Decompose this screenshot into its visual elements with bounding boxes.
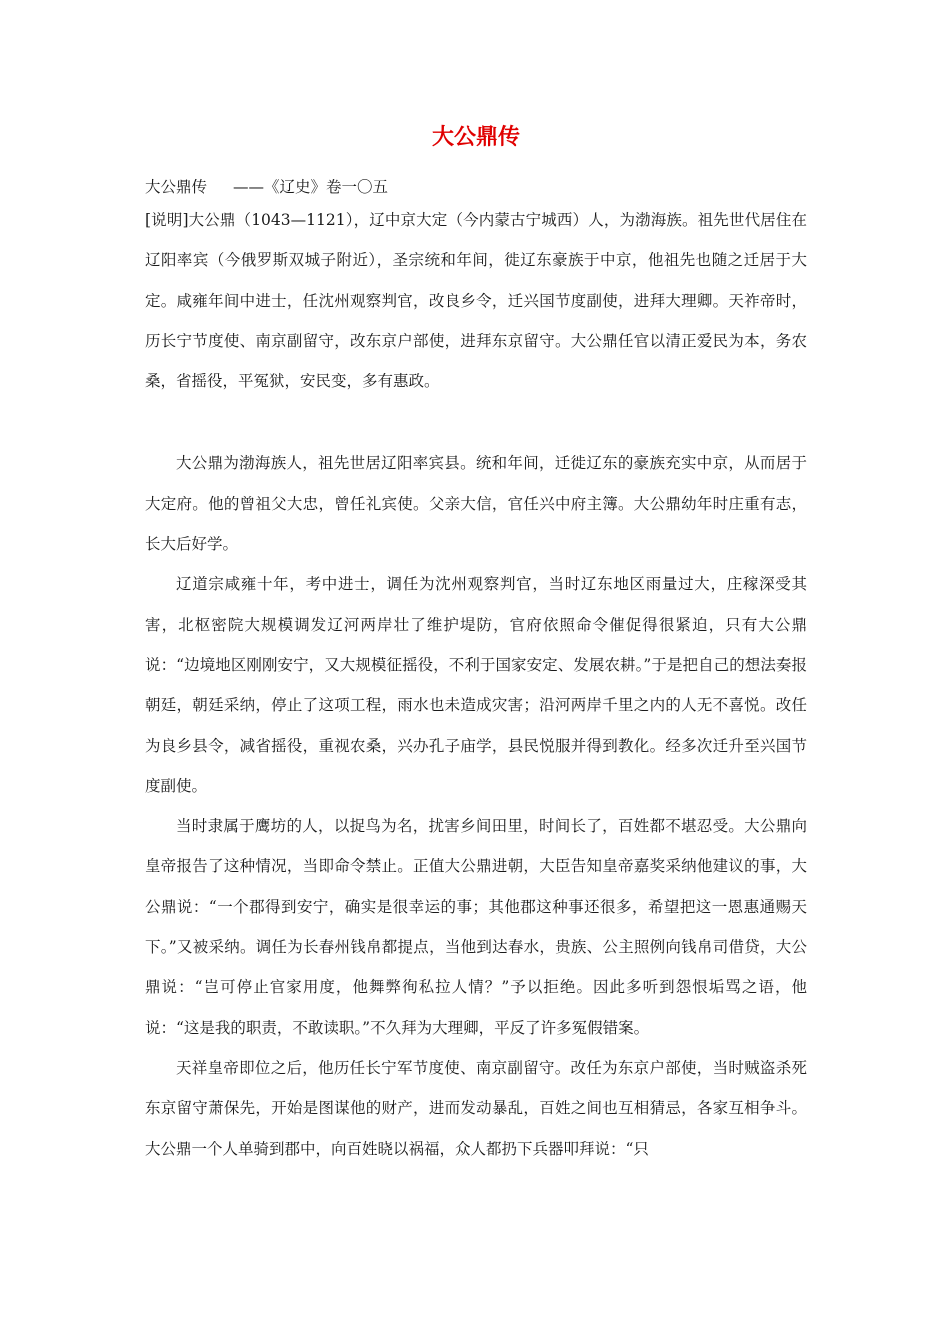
subtitle-name: 大公鼎传 [145,178,208,196]
document-title: 大公鼎传 [431,125,520,150]
body-paragraph-3: 当时隶属于鹰坊的人，以捉鸟为名，扰害乡间田里，时间长了，百姓都不堪忍受。大公鼎向皇帝报告了这种情况，当即命令禁止。正值大公鼎进朝，大臣告知皇帝嘉奖采纳他建议的事，大公鼎说：“一个郡得到安宁，确实是很幸运的事；其他郡这种事还很多，希望把这一恩惠通赐天下。”又被采纳。调任为长春州钱帛都提点，当他到达春水，贵族、公主照例向钱帛司借贷，大公鼎说：“岂可停止官家用度，他舞弊徇私拉人情？”予以拒绝。因此多听到怨恨垢骂之语，他说：“这是我的职责，不敢读职。”不久拜为大理卿，平反了许多冤假错案。 [145,817,807,1037]
body-paragraph-4: 天祥皇帝即位之后，他历任长宁军节度使、南京副留守。改任为东京户部使，当时贼盗杀死东京留守萧保先，开始是图谋他的财产，进而发动暴乱，百姓之间也互相猜忌，各家互相争斗。大公鼎一个人单骑到郡中，向百姓晓以祸福，众人都扔下兵器叩拜说：“只 [145,1058,807,1158]
document-body [145,118,807,1169]
paragraph-spacer [145,401,807,443]
body-paragraph-1: 大公鼎为渤海族人，祖先世居辽阳率宾县。统和年间，迁徙辽东的豪族充实中京，从而居于大定府。他的曾祖父大忠，曾任礼宾使。父亲大信，官任兴中府主簿。大公鼎幼年时庄重有志，长大后好学。 [145,454,807,554]
subtitle-source: ——《辽史》卷一〇五 [233,178,389,196]
document-subtitle [145,174,807,200]
explanatory-note: [说明]大公鼎（1043—1121），辽中京大定（今内蒙古宁城西）人，为渤海族。祖先世代居住在辽阳率宾（今俄罗斯双城子附近），圣宗统和年间，徙辽东豪族于中京，他祖先也随之迁居于大定。咸雍年间中进士，任沈州观察判官，改良乡令，迁兴国节度副使，进拜大理卿。天祚帝时，历长宁节度使、南京副留守，改东京户部使，进拜东京留守。大公鼎任官以清正爱民为本，务农桑，省摇役，平冤狱，安民变，多有惠政。 [145,211,807,391]
body-paragraph-2: 辽道宗咸雍十年，考中进士，调任为沈州观察判官，当时辽东地区雨量过大，庄稼深受其害，北枢密院大规模调发辽河两岸壮了维护堤防，官府依照命令催促得很紧迫，只有大公鼎说：“边境地区刚刚安宁，又大规模征摇役，不利于国家安定、发展农耕。”于是把自己的想法奏报朝廷，朝廷采纳，停止了这项工程，雨水也未造成灾害；沿河两岸千里之内的人无不喜悦。改任为良乡县令，减省摇役，重视农桑，兴办孔子庙学，县民悦服并得到教化。经多次迁升至兴国节度副使。 [145,575,807,795]
